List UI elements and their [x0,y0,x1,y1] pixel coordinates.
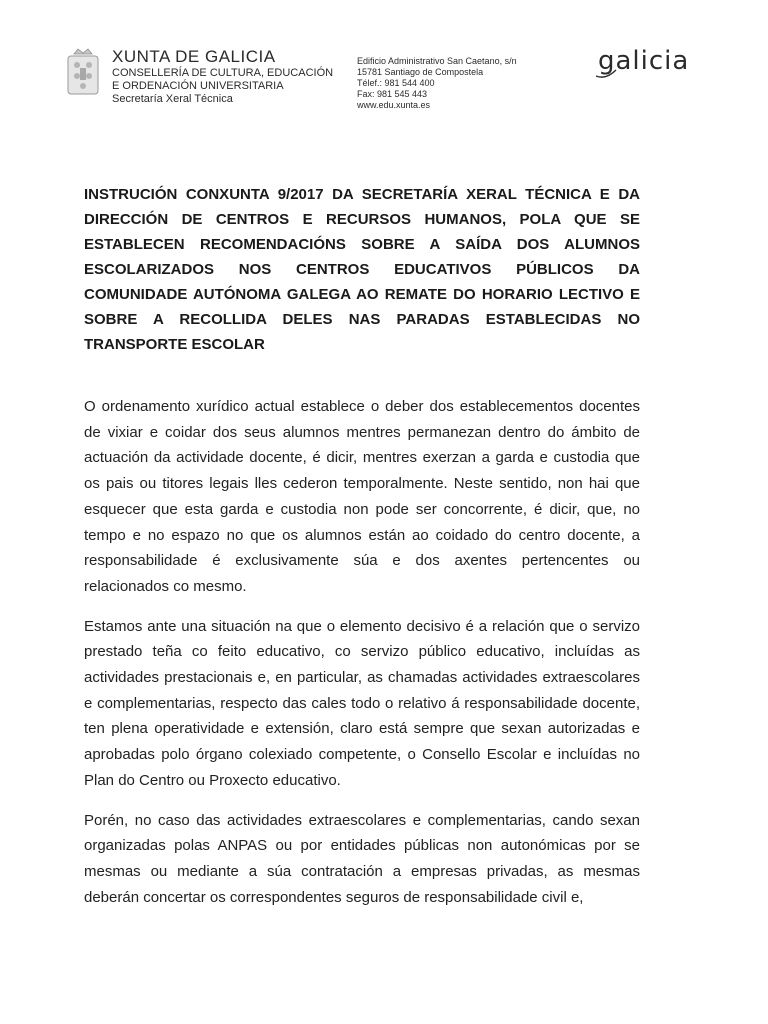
address-block [357,56,517,111]
document-title: INSTRUCIÓN CONXUNTA 9/2017 DA SECRETARÍA XERAL TÉCNICA E DA DIRECCIÓN DE CENTROS E RECURSOS HUMANOS, POLA QUE SE ESTABLECEN RECOMENDACIÓNS SOBRE A SAÍDA DOS ALUMNOS ESCOLARIZADOS NOS CENTROS EDUCATIVOS PÚBLICOS DA COMUNIDADE AUTÓNOMA GALEGA AO REMATE DO HORARIO LECTIVO E SOBRE A RECOLLIDA DELES NAS PARADAS ESTABLECIDAS NO TRANSPORTE ESCOLAR [84,186,640,353]
coat-of-arms-icon [66,48,100,96]
organization-block [112,47,333,106]
organization-line: CONSELLERÍA DE CULTURA, EDUCACIÓN [112,67,334,79]
website-line: www.edu.xunta.es [357,100,431,110]
organization-line: Secretaría Xeral Técnica [112,93,233,105]
paragraph: O ordenamento xurídico actual establece o deber dos establecementos docentes de vixiar e coidar dos seus alumnos mentres permanezan dentro do ámbito de actuación da actividade docente, é dicir, mentres exerzan a garda e custodia que os pais ou titores legais lles cederon temporalmente. Neste sentido, non hai que esquecer que esta garda e custodia non pode ser concorrente, é dicir, que, no tempo e no espazo no que os alumnos están ao coidado do centro docente, a responsabilidade é exclusivamente súa e dos axentes pertencentes ou relacionados co mesmo. [84,398,640,595]
paragraph: Porén, no caso das actividades extraescolares e complementarias, cando sexan organizadas polas ANPAS ou por entidades públicas non autonómicas por se mesmas ou mediante a súa contratación a empresas privadas, as mesmas deberán concertar os correspondentes seguros de responsabilidade civil e, [84,811,640,906]
organization-title: XUNTA DE GALICIA [112,47,276,66]
organization-line: E ORDENACIÓN UNIVERSITARIA [112,80,284,92]
fax-line: Fax: 981 545 443 [357,89,428,99]
address-line: Edificio Administrativo San Caetano, s/n [357,56,517,66]
paragraph: Estamos ante una situación na que o elemento decisivo é a relación que o servizo prestado teña co feito educativo, co servizo público educativo, incluídas as actividades prestacionais e, en particular, as chamadas actividades extraescolares e complementarias, respecto das cales todo o relativo á responsabilidade docente, ten plena operatividade e extensión, claro está sempre que sexan autorizadas e aprobadas polo órgano colexiado competente, o Consello Escolar e incluídas no Plan do Centro ou Proxecto educativo. [84,617,640,789]
document-body [84,182,640,924]
letterhead [0,0,768,130]
address-line: 15781 Santiago de Compostela [357,67,484,77]
phone-line: Télef.: 981 544 400 [357,78,435,88]
galicia-logo: galicia [598,46,690,76]
